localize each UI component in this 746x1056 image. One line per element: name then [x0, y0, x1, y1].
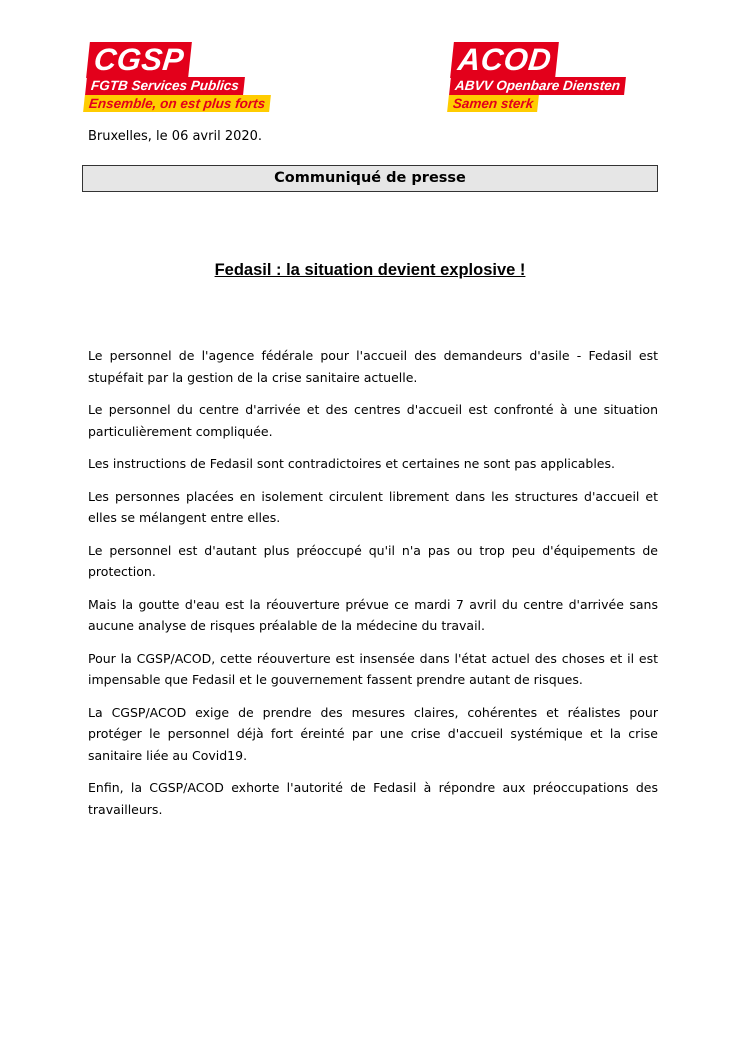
cgsp-logo-subtitle: FGTB Services Publics	[85, 77, 245, 95]
cgsp-logo-slogan: Ensemble, on est plus forts	[83, 95, 271, 112]
date-line: Bruxelles, le 06 avril 2020.	[88, 129, 263, 144]
acod-logo-name: ACOD	[450, 42, 559, 78]
body-paragraph: Mais la goutte d'eau est la réouverture prévue ce mardi 7 avril du centre d'arrivée sans aucune analyse de risques préalable de la médecine du travail.	[88, 596, 658, 633]
acod-logo-subtitle: ABVV Openbare Diensten	[449, 77, 626, 95]
body-paragraph: Le personnel du centre d'arrivée et des centres d'accueil est confronté à une situation particulièrement compliquée.	[88, 402, 658, 439]
body-paragraph: La CGSP/ACOD exige de prendre des mesures claires, cohérentes et réalistes pour protéger le personnel déjà fort éreinté par une crise d'accueil systémique et la crise sanitaire liée au Covid19.	[88, 704, 658, 763]
body-paragraph: Le personnel est d'autant plus préoccupé qu'il n'a pas ou trop peu d'équipements de protection.	[88, 542, 658, 579]
body-paragraph: Les instructions de Fedasil sont contradictoires et certaines ne sont pas applicables.	[88, 456, 615, 471]
cgsp-logo	[82, 42, 322, 114]
body-paragraph: Le personnel de l'agence fédérale pour l'accueil des demandeurs d'asile - Fedasil est stupéfait par la gestion de la crise sanitaire actuelle.	[88, 348, 658, 385]
document-title: Fedasil : la situation devient explosive !	[214, 261, 526, 279]
body-paragraph: Les personnes placées en isolement circulent librement dans les structures d'accueil et elles se mélangent entre elles.	[88, 488, 658, 525]
body-paragraph: Enfin, la CGSP/ACOD exhorte l'autorité de Fedasil à répondre aux préoccupations des travailleurs.	[88, 780, 658, 817]
press-release-banner: Communiqué de presse	[82, 165, 658, 192]
acod-logo-slogan: Samen sterk	[447, 95, 539, 112]
cgsp-logo-name: CGSP	[86, 42, 192, 78]
body-paragraph: Pour la CGSP/ACOD, cette réouverture est insensée dans l'état actuel des choses et il est impensable que Fedasil et le gouvernement fassent prendre autant de risques.	[88, 650, 658, 687]
acod-logo	[446, 42, 686, 114]
document-body	[88, 345, 658, 831]
